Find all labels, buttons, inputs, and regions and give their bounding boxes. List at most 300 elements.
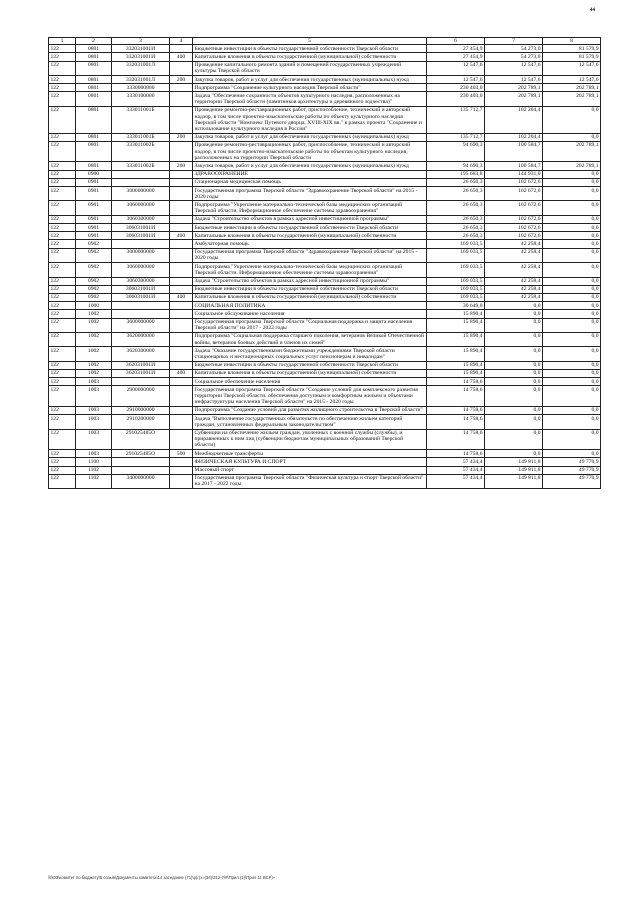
amount-year3-cell: 0,0: [543, 178, 601, 186]
table-row: [49, 248, 601, 262]
table-row: [49, 45, 601, 53]
amount-year2-cell: 0,0: [485, 415, 543, 429]
amount-year2-cell: 102 672,6: [485, 224, 543, 232]
expense-type-cell: [170, 347, 193, 361]
admin-code-cell: 122: [49, 293, 76, 301]
admin-code-cell: 122: [49, 141, 76, 162]
target-article-cell: 306031001И: [112, 285, 170, 293]
expense-type-cell: [170, 240, 193, 248]
amount-year3-cell: 0,0: [543, 277, 601, 285]
amount-year3-cell: 12 547,6: [543, 61, 601, 75]
amount-year2-cell: 42 258,4: [485, 277, 543, 285]
amount-year2-cell: 149 811,8: [485, 474, 543, 488]
amount-year3-cell: 49 770,9: [543, 474, 601, 488]
item-name-cell: Подпрограмма "Укрепление материально-технической базы медицинских организаций Тверской области. Информационное обеспечение системы здравоохранения": [193, 263, 427, 277]
table-row: [49, 106, 601, 133]
item-name-cell: Государственная программа Тверской области "Здравоохранение Тверской области" на 2015 - 2020 годы: [193, 248, 427, 262]
section-code-cell: 0801: [76, 53, 112, 61]
amount-year3-cell: 202 789,1: [543, 84, 601, 92]
amount-year2-cell: 0,0: [485, 378, 543, 386]
admin-code-cell: 122: [49, 45, 76, 53]
target-article-cell: 332031001Л: [112, 76, 170, 84]
expense-type-cell: [170, 224, 193, 232]
expense-type-cell: [170, 406, 193, 414]
admin-code-cell: 122: [49, 224, 76, 232]
amount-year3-cell: 202 789,1: [543, 162, 601, 170]
target-article-cell: [112, 240, 170, 248]
target-article-cell: 3060300000: [112, 277, 170, 285]
section-code-cell: 1002: [76, 332, 112, 346]
amount-year1-cell: 15 890,4: [427, 310, 485, 318]
table-row: [49, 240, 601, 248]
amount-year2-cell: 0,0: [485, 450, 543, 458]
table-row: [49, 429, 601, 450]
target-article-cell: 362031001И: [112, 361, 170, 369]
table-row: [49, 187, 601, 201]
table-row: [49, 84, 601, 92]
target-article-cell: 306031001И: [112, 232, 170, 240]
amount-year3-cell: 0,0: [543, 201, 601, 215]
amount-year2-cell: 102 672,6: [485, 215, 543, 223]
target-article-cell: 3620300000: [112, 347, 170, 361]
amount-year3-cell: 81 579,9: [543, 53, 601, 61]
amount-year1-cell: 15 890,4: [427, 318, 485, 332]
item-name-cell: Массовый спорт: [193, 466, 427, 474]
amount-year2-cell: 202 789,1: [485, 84, 543, 92]
target-article-cell: 2910200000: [112, 415, 170, 429]
section-code-cell: 0901: [76, 232, 112, 240]
amount-year2-cell: 42 258,4: [485, 240, 543, 248]
expense-type-cell: [170, 84, 193, 92]
expense-type-cell: [170, 61, 193, 75]
section-code-cell: 0801: [76, 141, 112, 162]
amount-year2-cell: 0,0: [485, 347, 543, 361]
admin-code-cell: 122: [49, 429, 76, 450]
item-name-cell: Закупка товаров, работ и услуг для обеспечения государственных (муниципальных) нужд: [193, 76, 427, 84]
column-header: 7: [485, 38, 543, 45]
amount-year2-cell: 202 789,1: [485, 92, 543, 106]
item-name-cell: Социальное обеспечение населения: [193, 378, 427, 386]
item-name-cell: Социальное обслуживание населения: [193, 310, 427, 318]
target-article-cell: [112, 458, 170, 466]
section-code-cell: 1003: [76, 450, 112, 458]
target-article-cell: 3060000000: [112, 263, 170, 277]
item-name-cell: Подпрограмма "Укрепление материально-технической базы медицинских организаций Тверской области. Информационное обеспечение системы здравоохранения": [193, 201, 427, 215]
admin-code-cell: 122: [49, 240, 76, 248]
expense-type-cell: [170, 310, 193, 318]
target-article-cell: 306031001И: [112, 224, 170, 232]
amount-year3-cell: 0,0: [543, 248, 601, 262]
section-code-cell: 0902: [76, 263, 112, 277]
item-name-cell: Государственная программа Тверской области "Здравоохранение Тверской области" на 2015 - 2020 годы: [193, 187, 427, 201]
amount-year1-cell: 26 650,3: [427, 201, 485, 215]
admin-code-cell: 122: [49, 263, 76, 277]
item-name-cell: СОЦИАЛЬНАЯ ПОЛИТИКА: [193, 302, 427, 310]
amount-year1-cell: 14 758,6: [427, 429, 485, 450]
amount-year2-cell: 42 258,4: [485, 293, 543, 301]
section-code-cell: 1000: [76, 302, 112, 310]
amount-year3-cell: 0,0: [543, 318, 601, 332]
document-footer-path: \\fs03\комитет по бюджету\5 созыв\Документы комитета\14 заседание (71)\р(г)з=(34)\312-7\#\Прил.(1)\Прил 11 ВСР)»: [48, 875, 276, 880]
target-article-cell: [112, 178, 170, 186]
amount-year3-cell: 0,0: [543, 347, 601, 361]
amount-year2-cell: 42 258,4: [485, 248, 543, 262]
item-name-cell: Подпрограмма "Создание условий для развития жилищного строительства в Тверской области": [193, 406, 427, 414]
amount-year1-cell: 94 690,3: [427, 162, 485, 170]
target-article-cell: 2910000000: [112, 406, 170, 414]
item-name-cell: Задача "Строительство объектов в рамках адресной инвестиционной программы": [193, 277, 427, 285]
section-code-cell: 0902: [76, 277, 112, 285]
target-article-cell: 332031001Л: [112, 61, 170, 75]
amount-year1-cell: 169 033,5: [427, 293, 485, 301]
section-code-cell: 0801: [76, 61, 112, 75]
amount-year1-cell: 135 712,7: [427, 106, 485, 133]
table-row: [49, 61, 601, 75]
item-name-cell: Задача "Обеспечение сохранности объектов культурного наследия, расположенных на территории Тверской области (памятников архитектуры и деревянного зодчества)": [193, 92, 427, 106]
target-article-cell: [112, 378, 170, 386]
amount-year1-cell: 14 758,6: [427, 415, 485, 429]
column-header: 2: [76, 38, 112, 45]
amount-year1-cell: 12 547,6: [427, 61, 485, 75]
amount-year1-cell: 14 758,6: [427, 378, 485, 386]
admin-code-cell: 122: [49, 458, 76, 466]
admin-code-cell: 122: [49, 92, 76, 106]
amount-year3-cell: 0,0: [543, 224, 601, 232]
admin-code-cell: 122: [49, 318, 76, 332]
column-header: 6: [427, 38, 485, 45]
amount-year2-cell: 100 584,7: [485, 141, 543, 162]
table-row: [49, 162, 601, 170]
section-code-cell: 0901: [76, 201, 112, 215]
amount-year1-cell: 15 890,4: [427, 332, 485, 346]
item-name-cell: Бюджетные инвестиции в объекты государственной собственности Тверской области: [193, 224, 427, 232]
amount-year2-cell: 0,0: [485, 406, 543, 414]
amount-year1-cell: 169 033,5: [427, 263, 485, 277]
table-row: [49, 378, 601, 386]
amount-year1-cell: 26 650,3: [427, 232, 485, 240]
expense-type-cell: [170, 248, 193, 262]
expense-type-cell: 400: [170, 232, 193, 240]
target-article-cell: [112, 302, 170, 310]
expense-type-cell: [170, 106, 193, 133]
amount-year1-cell: 169 033,5: [427, 285, 485, 293]
table-row: [49, 450, 601, 458]
amount-year2-cell: 0,0: [485, 369, 543, 377]
section-code-cell: 0902: [76, 240, 112, 248]
amount-year1-cell: 12 547,6: [427, 76, 485, 84]
amount-year1-cell: 14 758,6: [427, 406, 485, 414]
expense-type-cell: [170, 201, 193, 215]
item-name-cell: Закупка товаров, работ и услуг для обеспечения государственных (муниципальных) нужд: [193, 133, 427, 141]
amount-year2-cell: 0,0: [485, 386, 543, 407]
amount-year2-cell: 0,0: [485, 332, 543, 346]
admin-code-cell: 122: [49, 386, 76, 407]
item-name-cell: Межбюджетные трансферты: [193, 450, 427, 458]
table-row: [49, 293, 601, 301]
table-row: [49, 347, 601, 361]
amount-year3-cell: 49 770,9: [543, 458, 601, 466]
target-article-cell: 333011001Б: [112, 133, 170, 141]
amount-year2-cell: 42 258,4: [485, 285, 543, 293]
admin-code-cell: 122: [49, 369, 76, 377]
amount-year1-cell: 169 033,5: [427, 277, 485, 285]
table-row: [49, 369, 601, 377]
admin-code-cell: 122: [49, 466, 76, 474]
section-code-cell: 0902: [76, 248, 112, 262]
admin-code-cell: 122: [49, 170, 76, 178]
table-row: [49, 178, 601, 186]
target-article-cell: 291025485О: [112, 450, 170, 458]
expense-type-cell: [170, 415, 193, 429]
table-row: [49, 406, 601, 414]
expense-type-cell: [170, 386, 193, 407]
amount-year1-cell: 57 434,4: [427, 466, 485, 474]
admin-code-cell: 122: [49, 302, 76, 310]
amount-year2-cell: 102 672,6: [485, 232, 543, 240]
amount-year2-cell: 0,0: [485, 310, 543, 318]
target-article-cell: 333011001Б: [112, 106, 170, 133]
section-code-cell: 0902: [76, 293, 112, 301]
admin-code-cell: 122: [49, 248, 76, 262]
item-name-cell: Задача "Выполнение государственных обязательств по обеспечению жильем категорий граждан, установленных федеральным законодательством": [193, 415, 427, 429]
target-article-cell: 306031001И: [112, 293, 170, 301]
amount-year1-cell: 15 890,4: [427, 369, 485, 377]
expense-type-cell: [170, 263, 193, 277]
section-code-cell: 1003: [76, 429, 112, 450]
table-row: [49, 141, 601, 162]
table-row: [49, 92, 601, 106]
target-article-cell: 333011002Б: [112, 141, 170, 162]
section-code-cell: 0900: [76, 170, 112, 178]
admin-code-cell: 122: [49, 332, 76, 346]
amount-year3-cell: 0,0: [543, 293, 601, 301]
expense-type-cell: [170, 378, 193, 386]
section-code-cell: 1102: [76, 474, 112, 488]
section-code-cell: 1003: [76, 406, 112, 414]
section-code-cell: 0801: [76, 106, 112, 133]
admin-code-cell: 122: [49, 378, 76, 386]
amount-year3-cell: 0,0: [543, 187, 601, 201]
target-article-cell: [112, 310, 170, 318]
admin-code-cell: 122: [49, 415, 76, 429]
section-code-cell: 1003: [76, 415, 112, 429]
expense-type-cell: 200: [170, 76, 193, 84]
item-name-cell: Капитальные вложения в объекты государственной (муниципальной) собственности: [193, 53, 427, 61]
section-code-cell: 1002: [76, 361, 112, 369]
section-code-cell: 1003: [76, 386, 112, 407]
item-name-cell: Подпрограмма "Социальная поддержка старшего поколения, ветеранов Великой Отечественной войны, ветеранов боевых действий и членов их семей": [193, 332, 427, 346]
budget-table: [48, 37, 601, 489]
amount-year2-cell: 149 811,8: [485, 458, 543, 466]
admin-code-cell: 122: [49, 53, 76, 61]
amount-year3-cell: 0,0: [543, 450, 601, 458]
expense-type-cell: [170, 302, 193, 310]
section-code-cell: 0801: [76, 92, 112, 106]
column-header: 4: [170, 38, 193, 45]
item-name-cell: Амбулаторная помощь: [193, 240, 427, 248]
amount-year3-cell: 81 579,9: [543, 45, 601, 53]
amount-year3-cell: 0,0: [543, 302, 601, 310]
amount-year1-cell: 27 454,9: [427, 53, 485, 61]
section-code-cell: 1002: [76, 310, 112, 318]
section-code-cell: 0902: [76, 285, 112, 293]
expense-type-cell: [170, 277, 193, 285]
expense-type-cell: [170, 45, 193, 53]
amount-year1-cell: 169 033,5: [427, 240, 485, 248]
target-article-cell: 3060300000: [112, 215, 170, 223]
amount-year1-cell: 26 650,3: [427, 187, 485, 201]
admin-code-cell: 122: [49, 61, 76, 75]
amount-year3-cell: 0,0: [543, 378, 601, 386]
amount-year3-cell: 0,0: [543, 263, 601, 277]
amount-year2-cell: 149 811,8: [485, 466, 543, 474]
section-code-cell: 0901: [76, 224, 112, 232]
amount-year2-cell: 144 931,0: [485, 170, 543, 178]
amount-year1-cell: 94 690,3: [427, 141, 485, 162]
amount-year3-cell: 0,0: [543, 170, 601, 178]
amount-year1-cell: 14 758,6: [427, 386, 485, 407]
expense-type-cell: [170, 178, 193, 186]
target-article-cell: 3000000000: [112, 248, 170, 262]
amount-year3-cell: 0,0: [543, 361, 601, 369]
amount-year3-cell: 0,0: [543, 415, 601, 429]
admin-code-cell: 122: [49, 133, 76, 141]
item-name-cell: Государственная программа Тверской области "Физическая культура и спорт Тверской области" на 2017 - 2022 годы: [193, 474, 427, 488]
amount-year2-cell: 102 204,4: [485, 106, 543, 133]
target-article-cell: 3620000000: [112, 332, 170, 346]
expense-type-cell: [170, 361, 193, 369]
section-code-cell: 0801: [76, 162, 112, 170]
section-code-cell: 0801: [76, 133, 112, 141]
admin-code-cell: 122: [49, 450, 76, 458]
section-code-cell: 1102: [76, 466, 112, 474]
expense-type-cell: 400: [170, 369, 193, 377]
target-article-cell: 332031001И: [112, 45, 170, 53]
amount-year2-cell: 12 547,6: [485, 61, 543, 75]
page-number: 44: [590, 8, 595, 13]
table-row: [49, 474, 601, 488]
section-code-cell: 0901: [76, 178, 112, 186]
amount-year3-cell: 0,0: [543, 285, 601, 293]
admin-code-cell: 122: [49, 285, 76, 293]
target-article-cell: 3330000000: [112, 84, 170, 92]
admin-code-cell: 122: [49, 162, 76, 170]
amount-year2-cell: 102 672,6: [485, 201, 543, 215]
amount-year2-cell: 12 547,6: [485, 76, 543, 84]
table-row: [49, 53, 601, 61]
section-code-cell: 0801: [76, 76, 112, 84]
amount-year2-cell: 100 584,7: [485, 162, 543, 170]
item-name-cell: Капитальные вложения в объекты государственной (муниципальной) собственности: [193, 293, 427, 301]
item-name-cell: ФИЗИЧЕСКАЯ КУЛЬТУРА И СПОРТ: [193, 458, 427, 466]
amount-year1-cell: 57 434,4: [427, 474, 485, 488]
section-code-cell: 1002: [76, 318, 112, 332]
item-name-cell: Государственная программа Тверской области "Социальная поддержка и защита населения Тверской области" на 2017 - 2022 годы: [193, 318, 427, 332]
amount-year1-cell: 135 712,7: [427, 133, 485, 141]
table-row: [49, 458, 601, 466]
table-row: [49, 76, 601, 84]
amount-year1-cell: 195 683,8: [427, 170, 485, 178]
expense-type-cell: [170, 92, 193, 106]
amount-year2-cell: 54 273,0: [485, 45, 543, 53]
admin-code-cell: 122: [49, 406, 76, 414]
amount-year2-cell: 102 672,6: [485, 187, 543, 201]
admin-code-cell: 122: [49, 361, 76, 369]
amount-year2-cell: 102 204,4: [485, 133, 543, 141]
table-row: [49, 224, 601, 232]
target-article-cell: 3400000000: [112, 474, 170, 488]
item-name-cell: Капитальные вложения в объекты государственной (муниципальной) собственности: [193, 232, 427, 240]
admin-code-cell: 122: [49, 76, 76, 84]
target-article-cell: 3000000000: [112, 187, 170, 201]
amount-year3-cell: 202 789,1: [543, 92, 601, 106]
target-article-cell: [112, 466, 170, 474]
table-row: [49, 415, 601, 429]
admin-code-cell: 122: [49, 474, 76, 488]
column-header: 1: [49, 38, 76, 45]
target-article-cell: 3600000000: [112, 318, 170, 332]
amount-year1-cell: 230 403,0: [427, 92, 485, 106]
admin-code-cell: 122: [49, 347, 76, 361]
amount-year1-cell: 30 649,0: [427, 302, 485, 310]
column-header: 5: [193, 38, 427, 45]
table-header-row: [49, 38, 601, 45]
amount-year3-cell: 0,0: [543, 106, 601, 133]
table-row: [49, 232, 601, 240]
amount-year1-cell: 27 454,9: [427, 45, 485, 53]
item-name-cell: Подпрограмма "Сохранение культурного наследия Тверской области": [193, 84, 427, 92]
expense-type-cell: 400: [170, 53, 193, 61]
target-article-cell: 362031001И: [112, 369, 170, 377]
amount-year3-cell: 0,0: [543, 332, 601, 346]
expense-type-cell: [170, 332, 193, 346]
amount-year3-cell: 0,0: [543, 369, 601, 377]
admin-code-cell: 122: [49, 201, 76, 215]
expense-type-cell: [170, 458, 193, 466]
amount-year3-cell: 0,0: [543, 232, 601, 240]
expense-type-cell: [170, 474, 193, 488]
item-name-cell: Проведение капитального ремонта зданий и помещений государственных учреждений культуры Тверской области: [193, 61, 427, 75]
table-row: [49, 386, 601, 407]
amount-year3-cell: 12 547,6: [543, 76, 601, 84]
admin-code-cell: 122: [49, 277, 76, 285]
section-code-cell: 0801: [76, 84, 112, 92]
target-article-cell: 333011002Б: [112, 162, 170, 170]
expense-type-cell: 500: [170, 450, 193, 458]
column-header: 3: [112, 38, 170, 45]
expense-type-cell: [170, 318, 193, 332]
target-article-cell: 3060000000: [112, 201, 170, 215]
target-article-cell: 3330100000: [112, 92, 170, 106]
expense-type-cell: 200: [170, 162, 193, 170]
item-name-cell: Проведение ремонтно-реставрационных работ, приспособление, технический и авторский надзор, в том числе проектно-изыскательские работы по объекту культурного наследия Тверской области "Комплекс Путевого дворца, XVIII-XIX вв." в рамках проекта "Сохранение и использование культурного наследия в России": [193, 106, 427, 133]
amount-year3-cell: 0,0: [543, 406, 601, 414]
amount-year1-cell: 15 890,4: [427, 361, 485, 369]
item-name-cell: Стационарная медицинская помощь: [193, 178, 427, 186]
amount-year1-cell: 26 650,3: [427, 178, 485, 186]
table-row: [49, 302, 601, 310]
item-name-cell: Бюджетные инвестиции в объекты государственной собственности Тверской области: [193, 45, 427, 53]
admin-code-cell: 122: [49, 310, 76, 318]
amount-year3-cell: 0,0: [543, 429, 601, 450]
amount-year2-cell: 0,0: [485, 302, 543, 310]
table-row: [49, 263, 601, 277]
expense-type-cell: [170, 170, 193, 178]
table-row: [49, 201, 601, 215]
item-name-cell: Проведение ремонтно-реставрационных работ, приспособление, технический и авторский надзор, в том числе проектно-изыскательские работы по объектам культурного наследия, расположенных на территории Тверской области: [193, 141, 427, 162]
expense-type-cell: [170, 285, 193, 293]
expense-type-cell: 400: [170, 293, 193, 301]
